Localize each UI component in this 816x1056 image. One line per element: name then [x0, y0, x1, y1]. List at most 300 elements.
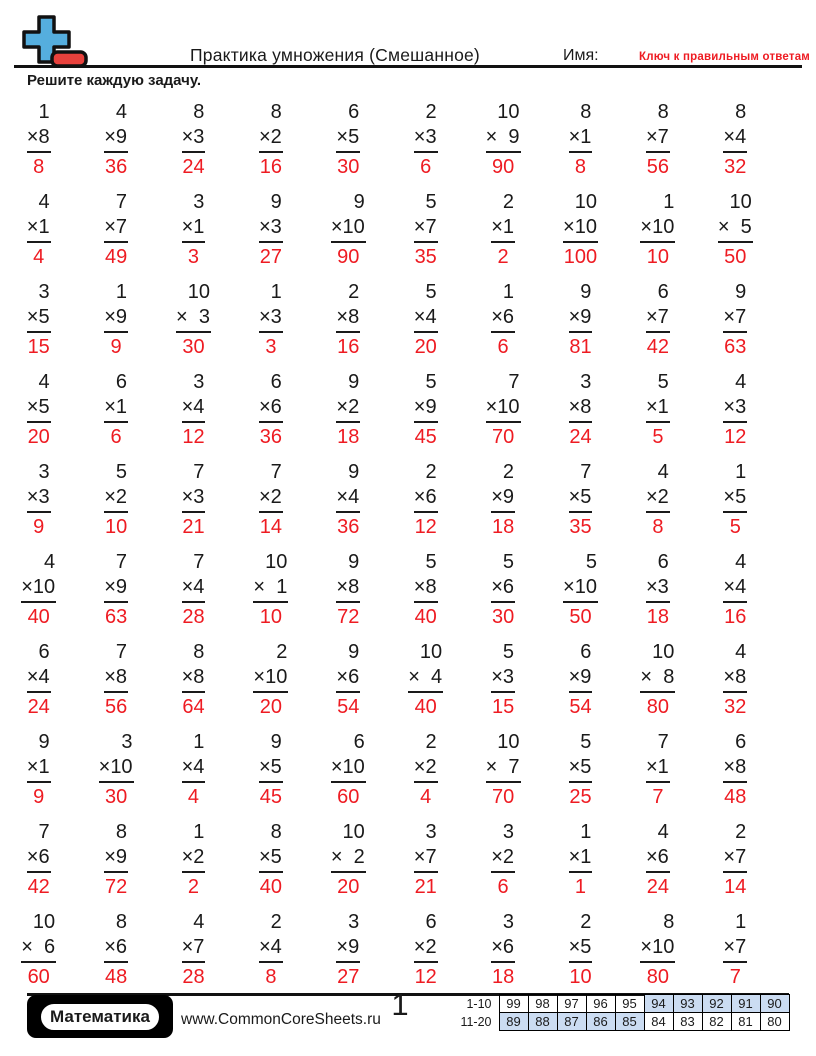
times-icon: × [413, 936, 426, 958]
problem [259, 910, 283, 990]
problem-r8-c8 [542, 726, 619, 816]
answer: 32 [724, 696, 747, 718]
problem [718, 190, 753, 270]
problem-r2-c10 [697, 186, 774, 276]
problem [640, 640, 675, 720]
multiplier-row [486, 125, 521, 153]
multiplicand: 8 [115, 911, 127, 933]
problem-r6-c3 [155, 546, 232, 636]
multiplier-row [104, 485, 128, 513]
answer: 56 [646, 156, 669, 178]
multiplier: 5 [270, 756, 282, 778]
problem-r9-c5 [310, 816, 387, 906]
multiplier-row [569, 305, 593, 333]
times-icon: × [640, 216, 653, 238]
multiplier: 3 [193, 126, 205, 148]
answer: 80 [646, 696, 669, 718]
problem-r1-c1 [0, 96, 77, 186]
multiplicand: 3 [580, 371, 592, 393]
answer: 12 [414, 966, 437, 988]
problem [486, 370, 521, 450]
multiplier-row [723, 845, 747, 873]
multiplier: 4 [38, 666, 50, 688]
problem [182, 910, 206, 990]
answer: 28 [182, 966, 205, 988]
answer: 42 [646, 336, 669, 358]
multiplier: 4 [193, 396, 205, 418]
problem-r3-c4 [232, 276, 309, 366]
multiplier-row [723, 935, 747, 963]
times-icon: × [723, 396, 736, 418]
multiplier: 9 [580, 666, 592, 688]
multiplier-row [27, 665, 51, 693]
times-icon: × [645, 126, 658, 148]
multiplier: 5 [270, 846, 282, 868]
score-table-body [441, 995, 789, 1031]
answer: 3 [187, 246, 200, 268]
problem [259, 730, 283, 810]
problem-r2-c2 [77, 186, 154, 276]
multiplier-row [640, 665, 675, 693]
multiplicand: 6 [735, 731, 747, 753]
problem [569, 730, 593, 810]
score-cell: 90 [760, 995, 789, 1013]
multiplier-row [104, 935, 128, 963]
answer: 12 [414, 516, 437, 538]
problem [336, 100, 360, 180]
brand-label: Математика [39, 1002, 161, 1032]
multiplier-row [646, 305, 670, 333]
problem [253, 550, 288, 630]
problem [182, 190, 206, 270]
multiplier-row [569, 125, 593, 153]
multiplicand: 6 [348, 101, 360, 123]
multiplier: 4 [735, 576, 747, 598]
multiplicand: 5 [425, 551, 437, 573]
answer: 18 [491, 966, 515, 988]
multiplier-row [259, 125, 283, 153]
times-icon: × [26, 306, 39, 328]
answer: 10 [259, 606, 282, 628]
answer-key-label: Ключ к правильным ответам [639, 51, 810, 63]
multiplier: 10 [574, 576, 597, 598]
multiplier: 9 [115, 846, 127, 868]
problem-r4-c1 [0, 366, 77, 456]
score-cell: 85 [615, 1013, 644, 1031]
multiplier-row [336, 485, 360, 513]
multiplier-row [563, 215, 598, 243]
answer: 28 [182, 606, 205, 628]
multiplier: 9 [580, 306, 592, 328]
multiplier-row [569, 845, 593, 873]
multiplier: 8 [735, 756, 747, 778]
multiplier-row [104, 395, 128, 423]
multiplier-row [259, 215, 283, 243]
multiplier-row [723, 125, 747, 153]
multiplier: 5 [38, 396, 50, 418]
multiplier-row [104, 575, 128, 603]
multiplier-row [491, 845, 515, 873]
score-cell: 91 [731, 995, 760, 1013]
multiplicand: 7 [115, 551, 127, 573]
times-icon: × [26, 216, 39, 238]
score-cell: 86 [586, 1013, 615, 1031]
multiplier: 1 [193, 216, 205, 238]
problem [491, 280, 515, 360]
multiplier-row [414, 485, 438, 513]
times-icon: × [336, 576, 349, 598]
multiplier: 5 [580, 756, 592, 778]
problem [27, 820, 51, 900]
problem-r4-c5 [310, 366, 387, 456]
score-row-label: 1-10 [466, 996, 492, 1011]
score-cell: 89 [499, 1013, 528, 1031]
problem [640, 910, 675, 990]
multiplicand: 8 [193, 101, 205, 123]
problem [331, 730, 366, 810]
problem [27, 640, 51, 720]
times-icon: × [336, 486, 349, 508]
problem [331, 820, 366, 900]
multiplier: 4 [348, 486, 360, 508]
score-cell: 96 [586, 995, 615, 1013]
problem-r3-c3 [155, 276, 232, 366]
problem [569, 100, 593, 180]
header-divider [14, 65, 802, 68]
multiplier: 7 [425, 846, 437, 868]
multiplier-row [27, 305, 51, 333]
multiplier-row [414, 215, 438, 243]
problem-r9-c10 [697, 816, 774, 906]
times-icon: × [181, 846, 194, 868]
multiplier-row [336, 395, 360, 423]
problem [646, 460, 670, 540]
multiplier: 4 [193, 576, 205, 598]
multiplicand: 7 [508, 371, 520, 393]
multiplier-row [723, 665, 747, 693]
answer: 63 [104, 606, 128, 628]
times-icon: × [330, 216, 343, 238]
problem [104, 280, 128, 360]
problem-r7-c7 [464, 636, 541, 726]
problem-r6-c10 [697, 546, 774, 636]
multiplier: 4 [425, 306, 437, 328]
multiplier: 6 [425, 486, 437, 508]
multiplier-row [104, 665, 128, 693]
multiplicand: 9 [38, 731, 50, 753]
problem-r9-c7 [464, 816, 541, 906]
problems-grid [0, 96, 774, 996]
times-icon: × [258, 126, 271, 148]
problem-r1-c4 [232, 96, 309, 186]
problem [259, 190, 283, 270]
times-icon: × [104, 306, 116, 328]
times-icon: × [568, 666, 581, 688]
problem-r10-c6 [387, 906, 464, 996]
multiplicand: 10 [729, 191, 752, 213]
answer: 56 [104, 696, 128, 718]
multiplier-row [336, 935, 360, 963]
problem-r10-c7 [464, 906, 541, 996]
times-icon: × [723, 126, 736, 148]
multiplier: 10 [110, 756, 133, 778]
multiplier-row [336, 575, 360, 603]
multiplicand: 5 [425, 281, 437, 303]
problem [646, 370, 670, 450]
multiplier: 10 [32, 576, 56, 598]
multiplier-row [99, 755, 134, 783]
problem [336, 910, 360, 990]
multiplier-row [259, 845, 283, 873]
times-icon: × [104, 576, 116, 598]
multiplicand: 7 [115, 641, 127, 663]
answer: 49 [104, 246, 128, 268]
times-icon: × [491, 666, 503, 688]
multiplier: 4 [735, 126, 747, 148]
problem-r2-c9 [619, 186, 696, 276]
multiplier: 8 [115, 666, 127, 688]
multiplier-row [414, 755, 438, 783]
multiplier-row [253, 665, 288, 693]
multiplier: 2 [270, 126, 282, 148]
answer: 16 [337, 336, 360, 358]
times-icon: × [568, 756, 581, 778]
multiplicand: 3 [502, 821, 514, 843]
answer: 54 [337, 696, 360, 718]
multiplicand: 7 [270, 461, 282, 483]
problem-r10-c2 [77, 906, 154, 996]
problem-r7-c8 [542, 636, 619, 726]
times-icon: × [26, 486, 39, 508]
times-icon: × [258, 396, 271, 418]
multiplicand: 9 [735, 281, 747, 303]
answer: 40 [259, 876, 282, 898]
multiplicand: 1 [580, 821, 592, 843]
problem-r5-c9 [619, 456, 696, 546]
multiplicand: 5 [115, 461, 127, 483]
multiplicand: 7 [193, 461, 205, 483]
problem-r2-c5 [310, 186, 387, 276]
problem [104, 550, 128, 630]
multiplier: 8 [735, 666, 747, 688]
times-icon: × [491, 216, 503, 238]
times-icon: × [491, 306, 503, 328]
times-icon: × [723, 846, 736, 868]
problem-r5-c10 [697, 456, 774, 546]
answer: 50 [569, 606, 592, 628]
problem-r4-c7 [464, 366, 541, 456]
times-icon: × [104, 126, 116, 148]
multiplier: 9 [115, 306, 127, 328]
problem [491, 820, 515, 900]
multiplicand: 8 [270, 101, 282, 123]
multiplicand: 4 [115, 101, 127, 123]
times-icon: × [723, 936, 736, 958]
multiplier: 3 [38, 486, 50, 508]
problem [336, 460, 360, 540]
answer: 7 [729, 966, 741, 988]
multiplier-row [176, 305, 211, 333]
times-icon: × [413, 486, 426, 508]
times-icon: × [723, 576, 736, 598]
multiplier: 8 [580, 396, 592, 418]
problem [104, 820, 128, 900]
answer: 6 [420, 156, 432, 178]
multiplicand: 2 [425, 731, 437, 753]
times-icon: × [26, 846, 39, 868]
website-link[interactable]: www.CommonCoreSheets.ru [181, 1011, 381, 1028]
problem-r10-c9 [619, 906, 696, 996]
times-icon: × [258, 486, 271, 508]
multiplicand: 3 [502, 911, 514, 933]
score-cell: 93 [673, 995, 702, 1013]
answer: 18 [337, 426, 360, 448]
multiplier-row [646, 755, 670, 783]
multiplier-row [569, 395, 593, 423]
problem-r5-c5 [310, 456, 387, 546]
problem [646, 550, 670, 630]
multiplier: 1 [115, 396, 127, 418]
multiplier: 6 [115, 936, 127, 958]
times-icon: × [413, 216, 426, 238]
multiplicand: 9 [353, 191, 365, 213]
problem [414, 100, 438, 180]
answer: 40 [414, 606, 437, 628]
times-icon: × [640, 666, 653, 688]
problem [569, 370, 593, 450]
multiplier: 9 [115, 126, 127, 148]
answer: 35 [569, 516, 592, 538]
problem [331, 190, 366, 270]
multiplicand: 3 [193, 371, 205, 393]
multiplicand: 10 [574, 191, 597, 213]
answer: 15 [27, 336, 50, 358]
multiplier: 10 [497, 396, 520, 418]
answer: 60 [27, 966, 50, 988]
problem [723, 100, 747, 180]
answer: 10 [104, 516, 128, 538]
problem [563, 550, 598, 630]
multiplier: 10 [652, 936, 675, 958]
times-icon: × [336, 306, 349, 328]
multiplicand: 3 [38, 281, 50, 303]
multiplier-row [646, 485, 670, 513]
problem-r8-c4 [232, 726, 309, 816]
multiplier: 5 [580, 486, 592, 508]
answer: 90 [337, 246, 360, 268]
multiplicand: 9 [348, 551, 360, 573]
times-icon: × [723, 756, 736, 778]
problem [569, 640, 593, 720]
answer: 9 [33, 516, 45, 538]
problem [646, 820, 670, 900]
times-icon: × [645, 396, 658, 418]
problem [104, 100, 128, 180]
multiplier-row [336, 665, 360, 693]
multiplier-row [646, 125, 670, 153]
multiplicand: 2 [270, 911, 282, 933]
multiplier: 10 [342, 756, 365, 778]
problem-r6-c1 [0, 546, 77, 636]
problem [21, 550, 56, 630]
multiplier-row [491, 665, 515, 693]
problem-r10-c1 [0, 906, 77, 996]
multiplier-row [331, 845, 366, 873]
multiplier-row [723, 305, 747, 333]
multiplicand: 10 [497, 731, 520, 753]
multiplier-row [104, 125, 128, 153]
multiplier: 7 [508, 756, 520, 778]
answer: 2 [187, 876, 200, 898]
multiplier-row [182, 215, 206, 243]
multiplier: 6 [348, 666, 360, 688]
multiplier-row [491, 935, 515, 963]
multiplier-row [723, 755, 747, 783]
multiplicand: 6 [115, 371, 127, 393]
answer: 4 [33, 246, 45, 268]
multiplicand: 10 [652, 641, 675, 663]
multiplier: 2 [270, 486, 282, 508]
problem [259, 370, 283, 450]
multiplier: 3 [425, 126, 437, 148]
multiplier-row [723, 485, 747, 513]
name-label: Имя: [563, 47, 599, 64]
multiplicand: 9 [348, 461, 360, 483]
multiplier-row [486, 395, 521, 423]
problem-r1-c3 [155, 96, 232, 186]
answer: 6 [110, 426, 122, 448]
problem [182, 100, 206, 180]
problem-r10-c5 [310, 906, 387, 996]
times-icon: × [568, 936, 581, 958]
problem [723, 820, 747, 900]
multiplicand: 6 [580, 641, 592, 663]
score-cell: 80 [760, 1013, 789, 1031]
problem-r10-c8 [542, 906, 619, 996]
problem [21, 910, 56, 990]
multiplier-row [259, 395, 283, 423]
answer: 8 [33, 156, 45, 178]
answer: 30 [104, 786, 128, 808]
problem-r1-c10 [697, 96, 774, 186]
multiplicand: 8 [657, 101, 669, 123]
multiplier-row [27, 125, 51, 153]
score-cell: 83 [673, 1013, 702, 1031]
page-number: 1 [391, 987, 409, 1022]
multiplicand: 5 [502, 551, 514, 573]
problem-r3-c6 [387, 276, 464, 366]
multiplier: 9 [115, 576, 127, 598]
multiplicand: 5 [585, 551, 597, 573]
answer: 6 [497, 336, 509, 358]
multiplicand: 3 [425, 821, 437, 843]
multiplicand: 2 [580, 911, 592, 933]
multiplicand: 1 [193, 821, 205, 843]
problem-r2-c1 [0, 186, 77, 276]
score-cell: 97 [557, 995, 586, 1013]
problem-r8-c3 [155, 726, 232, 816]
multiplier-row [408, 665, 443, 693]
problem [104, 460, 128, 540]
multiplicand: 2 [348, 281, 360, 303]
multiplier: 3 [198, 306, 210, 328]
times-icon: × [563, 576, 575, 598]
multiplier: 7 [657, 126, 669, 148]
problem-r5-c1 [0, 456, 77, 546]
problem-r4-c10 [697, 366, 774, 456]
times-icon: × [26, 666, 39, 688]
answer: 30 [337, 156, 360, 178]
